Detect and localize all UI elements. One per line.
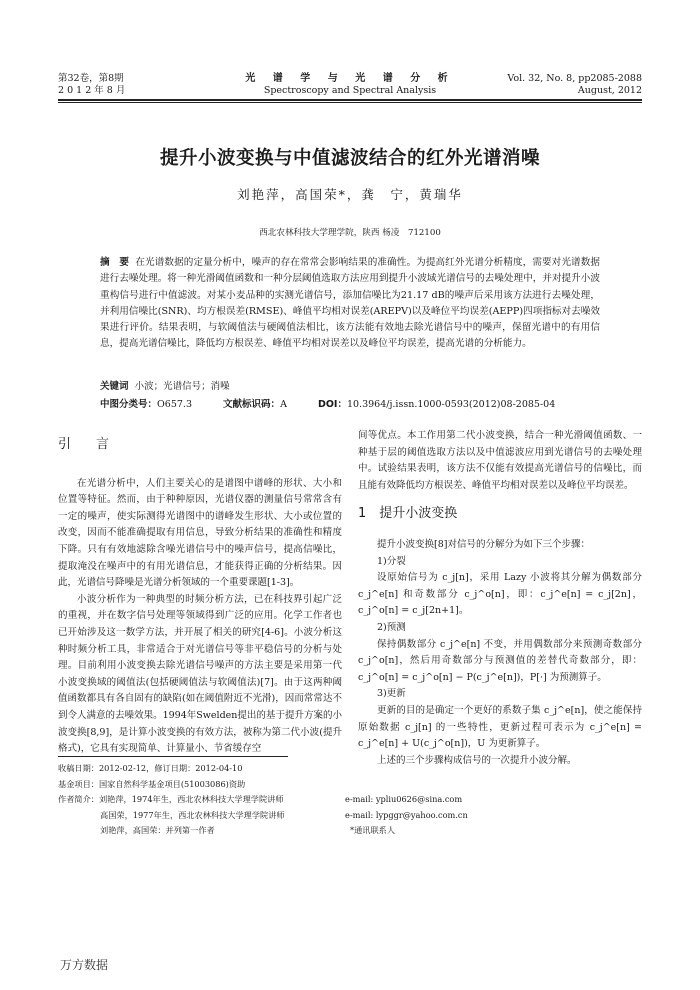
corresponding-author: *通讯联系人 <box>350 825 396 835</box>
intro-heading: 引 言 <box>58 437 116 452</box>
received-date: 收稿日期：2012-02-12，修订日期：2012-04-10 <box>58 763 243 773</box>
section-1-intro: 提升小波变换[8]对信号的分解分为如下三个步骤： <box>377 538 590 550</box>
footnotes-right <box>345 792 468 839</box>
step-predict-text: 保持偶数部分 c_j^e[n] 不变，并用偶数部分来预测奇数部分 c_j^o[n]，然后用奇数部分与预测值的差替代奇数部分，即：c_j^o[n] = c_j^o[n] − P(c_j^e[n])，P[·] 为预测算子。 <box>358 638 642 683</box>
header-rule-thin <box>58 102 642 103</box>
left-column <box>58 437 342 758</box>
header-left <box>58 73 125 97</box>
abstract <box>100 255 600 353</box>
keywords <box>100 378 230 392</box>
paper-title: 提升小波变换与中值滤波结合的红外光谱消噪 <box>159 148 540 169</box>
keywords-text: 小波；光谱信号；消噪 <box>134 381 230 392</box>
volume-cn: 第32卷，第8期 <box>58 73 124 84</box>
right-column <box>358 428 642 769</box>
volume-en: Vol. 32, No. 8, pp2085-2088 <box>507 73 642 84</box>
doi-value: 10.3964/j.issn.1000-0593(2012)08-2085-04 <box>346 399 556 410</box>
intro-paragraph-3: 间等优点。本工作用第二代小波变换，结合一种光滑阈值函数、一种基于层的阈值选取方法以及中值滤波应用到光谱信号的去噪处理中。试验结果表明，该方法不仅能有效提高光谱信号的信噪比，而且能有效降低均方根误差、峰值平均相对误差以及峰位平均误差。 <box>358 430 642 491</box>
intro-paragraph-1: 在光谱分析中，人们主要关心的是谱图中谱峰的形状、大小和位置等特征。然而，由于种种原因，光谱仪器的测量信号常常含有一定的噪声，使实际测得光谱图中的谱峰发生形状、大小或位置的改变，因而不能准确提取有用信息，导致分析结果的准确性和精度下降。只有有效地滤除含噪光谱信号中的噪声信号，提高信噪比，提取淹没在噪声中的有用光谱信息，才能获得正确的分析结果。因此，光谱信号降噪是光谱分析领域的一个重要课题[1-3]。 <box>58 477 342 589</box>
step-update-text: 更新的目的是确定一个更好的系数子集 c_j^e[n]，使之能保持原始数据 c_j[n] 的一些特性，更新过程可表示为 c_j^e[n] = c_j^e[n] + U(c_j^o[n])，U 为更新算子。 <box>358 704 642 750</box>
header-rule <box>58 99 642 101</box>
affiliation: 西北农林科技大学理学院，陕西 杨凌 712100 <box>259 228 441 238</box>
doc-code-label: 文献标识码： <box>223 399 281 410</box>
footnotes-left <box>58 761 285 839</box>
step-predict-title: 2)预测 <box>377 621 406 633</box>
fund-info: 基金项目：国家自然科学基金项目(51003086)资助 <box>58 778 246 789</box>
header-center <box>230 73 470 97</box>
watermark: 万方数据 <box>60 958 109 972</box>
abstract-text: 在光谱数据的定量分析中，噪声的存在常常会影响结果的准确性。为提高红外光谱分析精度，需要对光谱数据进行去噪处理。将一种光滑阈值函数和一种分层阈值选取方法应用到提升小波域光谱信号的去噪处理中，并对提升小波重构信号进行中值滤波。对某小麦品种的实测光谱信号，添加信噪比为21.17 dB的噪声后采用该方法进行去噪处理，并利用信噪比(SNR)、均方根误差(RMSE)、峰值平均相对误差(AREPV)以及峰位平均误差(AEPP)四项指标对去噪效果进行评价。结果表明，与软阈值法与硬阈值法相比，该方法能有效地去除光谱信号中的噪声，保留光谱中的有用信息，提高光谱信噪比，降低均方根误差、峰值平均相对误差以及峰位平均误差，提高光谱的分析能力。 <box>100 257 601 350</box>
step-update-title: 3)更新 <box>377 688 406 700</box>
doc-code-value: A <box>280 399 287 410</box>
section-1-end: 上述的三个步骤构成信号的一次提升小波分解。 <box>377 754 577 766</box>
date-en: August, 2012 <box>577 85 642 96</box>
abstract-label: 摘 要 <box>100 257 130 268</box>
step-split-title: 1)分裂 <box>377 555 406 567</box>
header-right <box>507 73 642 97</box>
doi-label: DOI： <box>317 399 347 410</box>
journal-title-en: Spectroscopy and Spectral Analysis <box>263 85 437 96</box>
co-first-authors: 刘艳萍，高国荣：并列第一作者 <box>100 825 215 835</box>
clc-value: O657.3 <box>157 399 193 410</box>
journal-title-cn: 光 谱 学 与 光 谱 分 析 <box>245 73 455 84</box>
step-split-text: 设原始信号为 c_j[n]，采用 Lazy 小波将其分解为偶数部分 c_j^e[n] 和奇数部分 c_j^o[n]，即：c_j^e[n] = c_j[2n]，c_j^o[n] = c_j[2n+1]。 <box>358 572 642 617</box>
authors: 刘艳萍，高国荣*，龚 宁，黄瑞华 <box>237 187 463 202</box>
date-cn: 2 0 1 2 年 8 月 <box>58 85 126 96</box>
author-bio-1: 作者简介：刘艳萍，1974年生，西北农林科技大学理学院讲师 <box>58 794 284 804</box>
classification-line <box>100 396 583 410</box>
intro-paragraph-2: 小波分析作为一种典型的时频分析方法，已在科技界引起广泛的重视，并在数字信号处理等领域得到广泛的应用。化学工作者也已开始涉及这一数学方法，并开展了相关的研究[4-6]。小波分析这种时频分析工具，非常适合于对光谱信号等非平稳信号的分析与处理。目前利用小波变换去除光谱信号噪声的方法主要是采用第一代小波变换域的阈值法(包括硬阈值法与软阈值法)[7]。由于这两种阈值函数都具有各自固有的缺陷(如在阈值附近不光滑)，因而常常达不到令人满意的去噪效果。1994年Swelden提出的基于提升方案的小波变换[8,9]，是计算小波变换的有效方法，被称为第二代小波(提升格式)，它具有实现简单、计算量小、节省缓存空 <box>58 593 342 755</box>
clc-label: 中图分类号： <box>100 399 158 410</box>
section-1-heading: 1 提升小波变换 <box>358 506 458 522</box>
footnote-rule <box>58 756 288 757</box>
author-bio-2: 高国荣，1977年生，西北农林科技大学理学院讲师 <box>100 809 285 820</box>
author-email-1: e-mail: ypliu0626@sina.com <box>345 794 463 804</box>
author-email-2: e-mail: lypggr@yahoo.com.cn <box>345 809 468 820</box>
keywords-label: 关键词 <box>100 381 129 392</box>
